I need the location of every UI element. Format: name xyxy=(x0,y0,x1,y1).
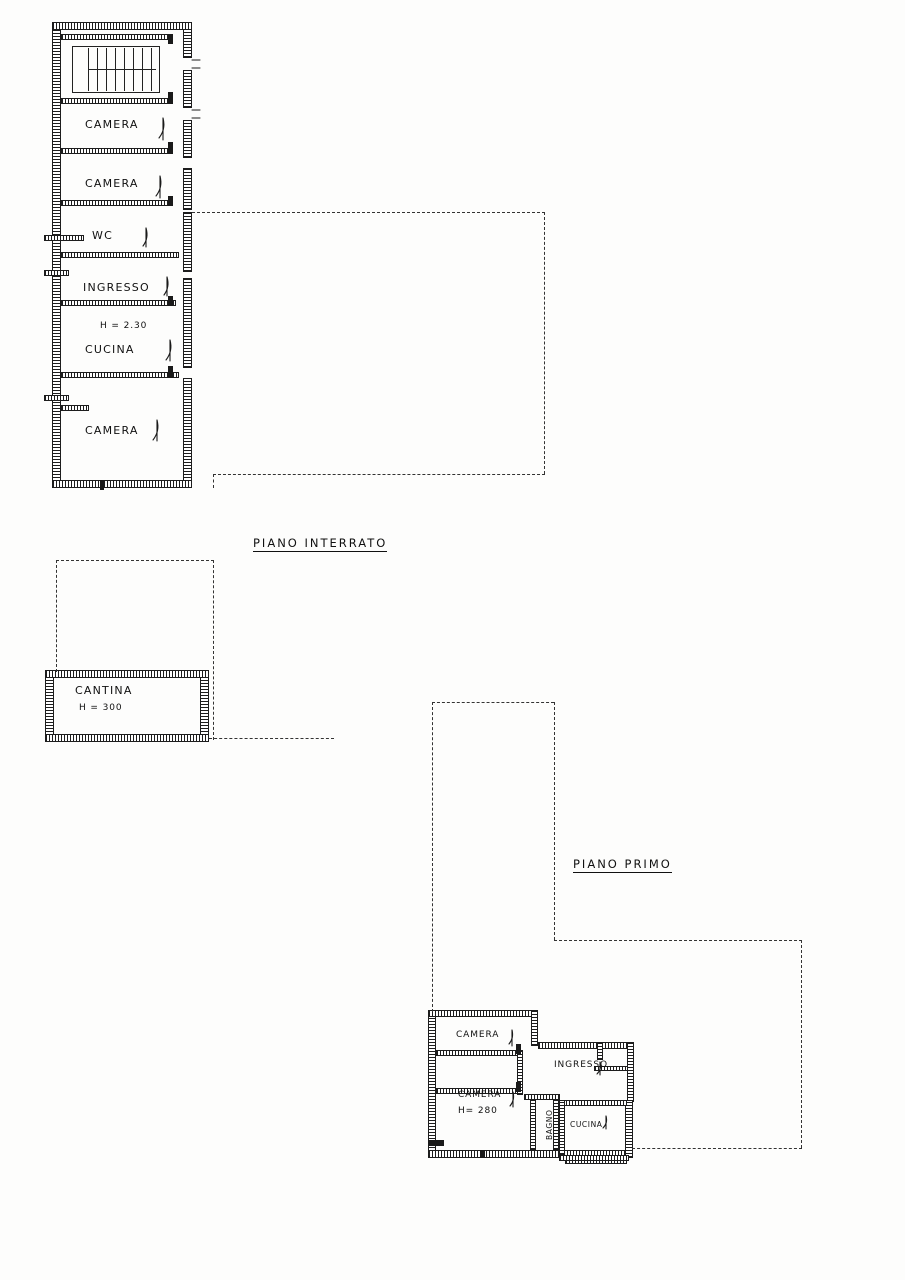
stair-outline-left xyxy=(72,46,73,93)
pp-room-height-camera-2: H= 280 xyxy=(458,1106,498,1116)
cantina-wall-bottom xyxy=(45,734,209,742)
room-height-cucina: H = 2.30 xyxy=(100,321,148,331)
lot-line-gf-right xyxy=(544,212,545,474)
stair-outline-top xyxy=(72,46,160,47)
pp-nub-1 xyxy=(516,1044,521,1054)
wall-interior-d xyxy=(61,200,171,206)
wall-interior-f1 xyxy=(44,270,69,276)
pp-nub-3 xyxy=(428,1140,444,1146)
door-arc-camera-3 xyxy=(153,420,158,440)
wall-exterior-right-6 xyxy=(183,278,192,368)
door-arc-camera-2 xyxy=(156,176,161,196)
door-arc-pp-cucina xyxy=(603,1116,607,1128)
lot-line-ff-mid xyxy=(554,702,555,940)
wall-interior-c xyxy=(61,148,171,154)
wall-nub-5 xyxy=(168,296,173,306)
cantina-wall-left xyxy=(45,672,54,742)
door-arc-pp-camera-1 xyxy=(509,1030,513,1044)
lot-line-ff-upper-right xyxy=(554,940,802,941)
room-label-camera-2: CAMERA xyxy=(85,177,139,190)
pp-wall-int-4 xyxy=(530,1094,536,1150)
door-arc-ingresso xyxy=(164,277,168,295)
lot-line-gf-stub xyxy=(213,474,214,488)
lot-line-ff-right xyxy=(801,940,802,1148)
wall-interior-h xyxy=(61,405,89,411)
wall-nub-7 xyxy=(100,480,104,490)
room-label-cucina: CUCINA xyxy=(85,343,135,356)
door-arc-wc xyxy=(143,228,147,246)
wall-exterior-right-3 xyxy=(183,120,192,158)
wall-exterior-right-2 xyxy=(183,70,192,108)
wall-interior-e xyxy=(61,252,179,258)
lot-line-bs-left xyxy=(56,560,57,672)
wall-exterior-right-7 xyxy=(183,378,192,488)
pp-wall-int-10 xyxy=(565,1160,627,1164)
pp-nub-2 xyxy=(516,1082,521,1092)
plan-title-piano-primo: PIANO PRIMO xyxy=(573,857,672,871)
wall-interior-a xyxy=(61,34,171,40)
stair-direction-line xyxy=(88,69,156,70)
pp-wall-int-8 xyxy=(559,1100,565,1155)
wall-exterior-right-5 xyxy=(183,212,192,272)
lot-line-ff-top xyxy=(432,702,554,703)
door-arc-pp-camera-2 xyxy=(510,1092,514,1106)
door-arc-cucina xyxy=(166,340,171,360)
room-label-cantina: CANTINA xyxy=(75,684,133,697)
lot-line-ff-bottom xyxy=(632,1148,802,1149)
pp-wall-int-11 xyxy=(597,1042,603,1060)
wall-nub-3 xyxy=(168,142,173,154)
cantina-wall-right xyxy=(200,672,209,742)
stair-outline-bottom xyxy=(72,92,160,93)
lot-line-bs-right xyxy=(213,560,214,740)
pp-room-label-camera-2: CAMERA xyxy=(458,1090,502,1100)
plan-title-piano-interrato: PIANO INTERRATO xyxy=(253,536,388,550)
wall-interior-e1 xyxy=(44,235,84,241)
room-height-cantina: H = 300 xyxy=(79,703,123,713)
pp-wall-int-1 xyxy=(436,1050,522,1056)
room-label-ingresso: INGRESSO xyxy=(83,281,150,294)
lot-line-bs-top xyxy=(56,560,214,561)
wall-exterior-bottom xyxy=(52,480,192,488)
pp-wall-int-6 xyxy=(524,1094,560,1100)
pp-room-label-camera-1: CAMERA xyxy=(456,1030,500,1040)
wall-interior-h1 xyxy=(44,395,69,401)
pp-wall-top-2 xyxy=(538,1042,633,1049)
pp-wall-vert-1 xyxy=(531,1010,538,1046)
lot-line-gf-bottom xyxy=(213,474,545,475)
pp-room-label-cucina: CUCINA xyxy=(570,1120,603,1129)
lot-line-bs-bottom xyxy=(209,738,334,739)
pp-wall-top-1 xyxy=(428,1010,538,1017)
wall-nub-1 xyxy=(168,34,173,44)
lot-line-gf-top xyxy=(192,212,545,213)
wall-nub-2 xyxy=(168,92,173,104)
pp-room-label-ingresso: INGRESSO xyxy=(554,1060,609,1070)
wall-exterior-right-4 xyxy=(183,168,192,210)
pp-nub-4 xyxy=(480,1150,485,1158)
wall-exterior-top xyxy=(52,22,192,30)
pp-wall-right-upper xyxy=(627,1042,634,1102)
cantina-wall-top xyxy=(45,670,209,678)
room-label-wc: WC xyxy=(92,229,113,242)
room-label-camera-1: CAMERA xyxy=(85,118,139,131)
wall-nub-6 xyxy=(168,366,173,378)
pp-room-label-bagno: BAGNO xyxy=(545,1109,554,1140)
pp-wall-int-7 xyxy=(559,1100,627,1106)
stair-outline-right xyxy=(159,46,160,93)
wall-interior-g xyxy=(61,372,179,378)
lot-line-ff-left xyxy=(432,702,433,1012)
wall-interior-b xyxy=(61,98,171,104)
room-label-camera-3: CAMERA xyxy=(85,424,139,437)
wall-exterior-left xyxy=(52,22,61,488)
pp-wall-left xyxy=(428,1010,436,1158)
door-arc-camera-1 xyxy=(159,118,164,138)
wall-nub-4 xyxy=(168,196,173,206)
wall-interior-f xyxy=(61,300,176,306)
pp-wall-right-lower xyxy=(625,1100,633,1158)
